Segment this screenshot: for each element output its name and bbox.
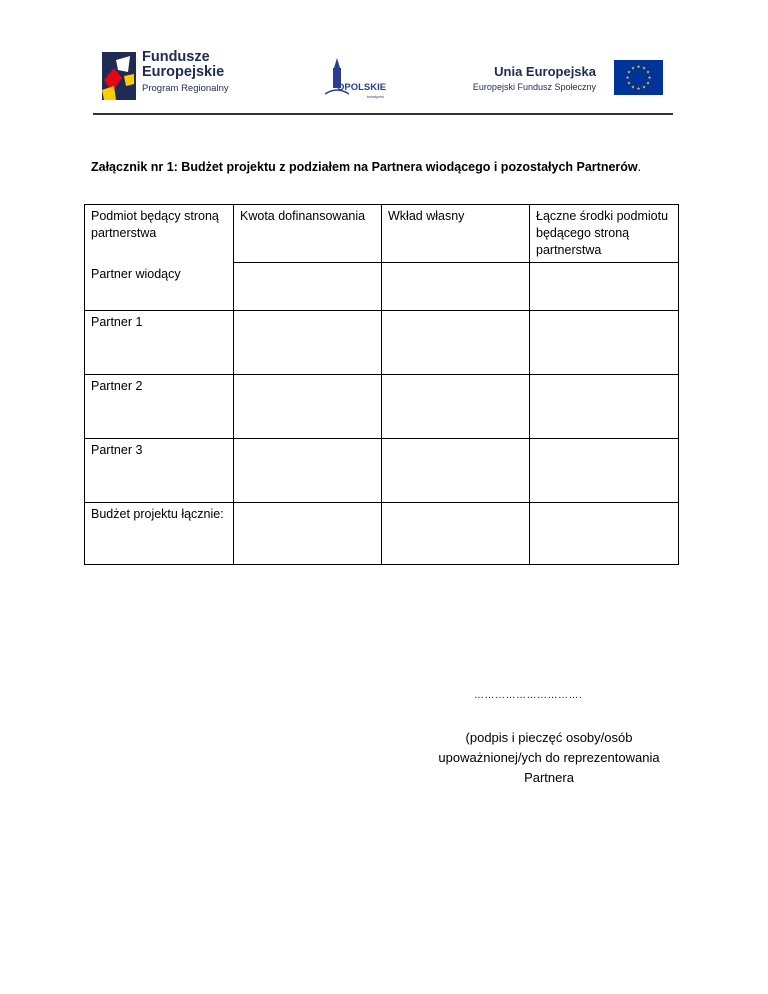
row-label: Partner 1 <box>85 311 234 375</box>
table-row <box>85 375 679 439</box>
svg-text:★: ★ <box>630 85 636 91</box>
budget-table <box>84 204 679 565</box>
svg-text:★: ★ <box>645 70 651 76</box>
cell-funding[interactable] <box>234 375 382 439</box>
cell-total[interactable] <box>530 311 679 375</box>
svg-text:★: ★ <box>636 87 641 92</box>
cell-total[interactable] <box>530 375 679 439</box>
cell-own-contribution[interactable] <box>382 311 530 375</box>
row-label: Partner 2 <box>85 375 234 439</box>
header-cell-entity: Podmiot będący stroną partnerstwa <box>85 205 234 263</box>
svg-text:★: ★ <box>647 76 652 81</box>
cell-funding[interactable] <box>234 503 382 565</box>
signature-line: …………………………. <box>474 690 583 701</box>
cell-total[interactable] <box>530 263 679 311</box>
opolskie-logo-subtext: kreatywni <box>367 94 384 99</box>
svg-text:★: ★ <box>626 81 632 87</box>
signature-caption: (podpis i pieczęć osoby/osób upoważnionej/ych do reprezentowania Partnera <box>438 730 660 785</box>
cell-own-contribution[interactable] <box>382 263 530 311</box>
header-divider <box>93 113 673 115</box>
header-cell-funding: Kwota dofinansowania <box>234 205 382 263</box>
header-cell-own-contribution: Wkład własny <box>382 205 530 263</box>
row-label: Budżet projektu łącznie: <box>85 503 234 565</box>
ue-logo-title: Unia Europejska <box>494 64 596 79</box>
table-row <box>85 311 679 375</box>
row-label: Partner 3 <box>85 439 234 503</box>
eu-flag-icon <box>614 60 663 95</box>
cell-funding[interactable] <box>234 311 382 375</box>
svg-text:★: ★ <box>641 85 647 91</box>
fe-flag-icon <box>100 50 138 102</box>
cell-total[interactable] <box>530 439 679 503</box>
opolskie-logo <box>315 58 395 102</box>
cell-funding[interactable] <box>234 439 382 503</box>
svg-text:★: ★ <box>630 66 636 72</box>
fe-logo-title: Fundusze Europejskie <box>142 49 225 80</box>
document-heading: Załącznik nr 1: Budżet projektu z podziałem na Partnera wiodącego i pozostałych Partnerów. <box>91 160 642 174</box>
row-label: Partner wiodący <box>85 263 234 311</box>
cell-own-contribution[interactable] <box>382 439 530 503</box>
fe-logo-subtitle: Program Regionalny <box>142 83 229 94</box>
table-row <box>85 263 679 311</box>
table-header-row <box>85 205 679 263</box>
cell-own-contribution[interactable] <box>382 503 530 565</box>
header-cell-total: Łączne środki podmiotu będącego stroną partnerstwa <box>530 205 679 263</box>
cell-total[interactable] <box>530 503 679 565</box>
cell-funding[interactable] <box>234 263 382 311</box>
svg-text:★: ★ <box>645 81 651 87</box>
opolskie-logo-text: OPOLSKIE <box>337 82 387 93</box>
cell-own-contribution[interactable] <box>382 375 530 439</box>
table-row <box>85 439 679 503</box>
svg-text:★: ★ <box>641 66 647 72</box>
svg-text:★: ★ <box>636 65 641 70</box>
fundusze-europejskie-logo <box>100 48 240 106</box>
svg-text:★: ★ <box>626 70 632 76</box>
table-row <box>85 503 679 565</box>
ue-logo-subtitle: Europejski Fundusz Społeczny <box>472 82 596 92</box>
svg-text:★: ★ <box>625 76 630 81</box>
